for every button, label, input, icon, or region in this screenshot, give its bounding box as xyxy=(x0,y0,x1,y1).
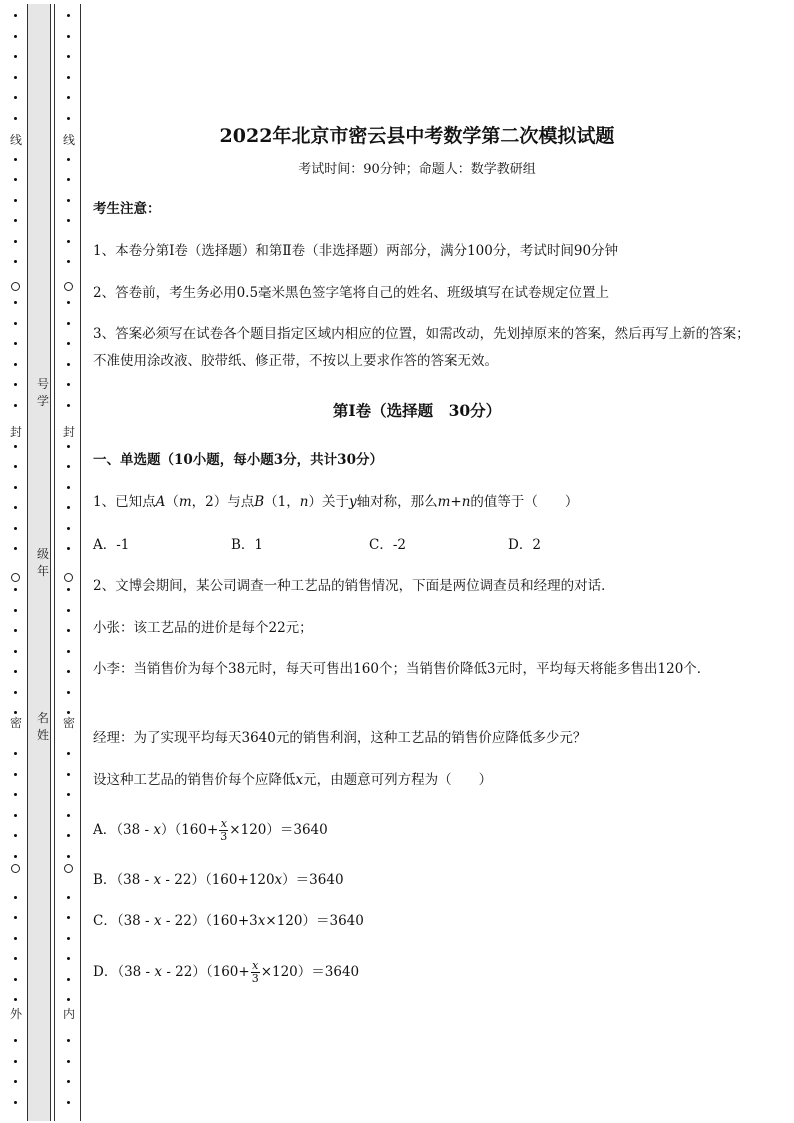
binding-dot xyxy=(67,527,70,530)
binding-dot xyxy=(67,35,70,38)
binding-dot xyxy=(14,76,17,79)
dialogue-zhang: 小张：该工艺品的进价是每个22元； xyxy=(93,620,313,636)
binding-margin-inner xyxy=(54,4,81,1121)
binding-dot xyxy=(67,1101,70,1104)
binding-dot xyxy=(14,404,17,407)
field-grade: 级年 xyxy=(36,547,49,578)
binding-dot xyxy=(67,855,70,858)
question-2-option-a[interactable]: A．（38 - x）（160+ $\frac{x}{3}$ ×120）＝3640 xyxy=(93,817,328,843)
binding-dot xyxy=(67,199,70,202)
binding-dot xyxy=(14,240,17,243)
binding-dot xyxy=(67,773,70,776)
binding-dot xyxy=(67,752,70,755)
binding-dot xyxy=(67,76,70,79)
binding-dot xyxy=(67,322,70,325)
binding-dot xyxy=(14,670,17,673)
binding-dot xyxy=(14,629,17,632)
question-1-option-b[interactable]: B．1 xyxy=(231,537,264,553)
part-heading: 一、单选题（10小题，每小题3分，共计30分） xyxy=(93,452,383,468)
binding-dot xyxy=(14,35,17,38)
binding-dot xyxy=(14,1080,17,1083)
binding-dot xyxy=(14,916,17,919)
binding-dot xyxy=(14,445,17,448)
binding-dot xyxy=(14,527,17,530)
binding-dot xyxy=(14,14,17,17)
outer-mark-circle xyxy=(11,573,20,582)
binding-dot xyxy=(14,465,17,468)
binding-dot xyxy=(14,178,17,181)
binding-dot xyxy=(14,301,17,304)
binding-dot xyxy=(14,199,17,202)
binding-dot xyxy=(67,383,70,386)
binding-dot xyxy=(14,322,17,325)
inner-mark-feng: 封 xyxy=(62,425,75,439)
binding-dot xyxy=(67,260,70,263)
inner-mark-nei: 内 xyxy=(62,1007,75,1021)
question-2-setup: 设这种工艺品的销售价每个应降低x元，由题意可列方程为（ ） xyxy=(93,772,493,788)
binding-dot xyxy=(14,1060,17,1063)
binding-dot xyxy=(67,896,70,899)
inner-mark-circle xyxy=(64,573,73,582)
binding-dot xyxy=(14,793,17,796)
inner-mark-circle xyxy=(64,864,73,873)
question-2-option-c[interactable]: C．（38 - x - 22）（160+3x×120）＝3640 xyxy=(93,913,364,929)
binding-dot xyxy=(67,404,70,407)
binding-dot xyxy=(14,978,17,981)
binding-dot xyxy=(67,301,70,304)
inner-mark-xian: 线 xyxy=(62,133,75,147)
field-student-number: 号学 xyxy=(36,377,49,408)
binding-dot xyxy=(67,1080,70,1083)
binding-dot xyxy=(67,937,70,940)
binding-dot xyxy=(14,506,17,509)
binding-dot xyxy=(67,670,70,673)
binding-dot xyxy=(67,609,70,612)
binding-dot xyxy=(14,486,17,489)
binding-dot xyxy=(67,547,70,550)
dialogue-li: 小李：当销售价为每个38元时，每天可售出160个；当销售价降低3元时，平均每天将能多售出120个． xyxy=(93,661,711,677)
outer-mark-feng: 封 xyxy=(9,425,22,439)
question-2-option-d[interactable]: D．（38 - x - 22）（160+ $\frac{x}{3}$ ×120）＝3640 xyxy=(93,959,360,985)
notice-item-1: 1、本卷分第I卷（选择题）和第Ⅱ卷（非选择题）两部分，满分100分，考试时间90分钟 xyxy=(93,243,619,259)
binding-dot xyxy=(14,383,17,386)
question-1-option-d[interactable]: D．2 xyxy=(508,537,541,553)
binding-dot xyxy=(14,158,17,161)
binding-dot xyxy=(67,793,70,796)
binding-dot xyxy=(14,650,17,653)
binding-dot xyxy=(67,814,70,817)
question-1-option-a[interactable]: A．-1 xyxy=(93,537,130,553)
binding-dot xyxy=(67,916,70,919)
binding-dot xyxy=(14,260,17,263)
outer-mark-wai: 外 xyxy=(9,1007,22,1021)
question-2-stem: 2、文博会期间，某公司调查一种工艺品的销售情况，下面是两位调查员和经理的对话． xyxy=(93,578,615,594)
section-title: 第I卷（选择题 30分） xyxy=(332,401,502,420)
binding-margin-outer xyxy=(0,0,30,1123)
binding-dot xyxy=(14,834,17,837)
notice-heading: 考生注意： xyxy=(93,201,161,217)
binding-dot xyxy=(67,219,70,222)
binding-dot xyxy=(67,342,70,345)
binding-dot xyxy=(14,752,17,755)
binding-dot xyxy=(14,896,17,899)
binding-dot xyxy=(14,547,17,550)
inner-mark-circle xyxy=(64,282,73,291)
binding-dot xyxy=(14,937,17,940)
notice-item-2: 2、答卷前，考生务必用0.5毫米黑色签字笔将自己的姓名、班级填写在试卷规定位置上 xyxy=(93,285,610,301)
binding-dot xyxy=(14,1039,17,1042)
outer-mark-xian: 线 xyxy=(9,133,22,147)
notice-item-3: 3、答案必须写在试卷各个题目指定区域内相应的位置，如需改动，先划掉原来的答案，然后再写上新的答案；不准使用涂改液、胶带纸、修正带，不按以上要求作答的答案无效。 xyxy=(93,326,750,369)
binding-dot xyxy=(67,158,70,161)
dialogue-manager: 经理：为了实现平均每天3640元的销售利润，这种工艺品的销售价应降低多少元？ xyxy=(93,730,587,746)
binding-dot xyxy=(14,55,17,58)
outer-mark-mi: 密 xyxy=(9,716,22,730)
field-name: 名姓 xyxy=(36,711,49,742)
binding-dot xyxy=(14,957,17,960)
outer-mark-circle xyxy=(11,282,20,291)
fraction-x-over-3: $\frac{x}{3}$ xyxy=(220,817,228,843)
binding-dot xyxy=(67,588,70,591)
binding-dot xyxy=(67,445,70,448)
binding-dot xyxy=(14,363,17,366)
binding-dot xyxy=(14,1101,17,1104)
binding-dot xyxy=(67,711,70,714)
binding-dot xyxy=(14,609,17,612)
binding-dot xyxy=(14,588,17,591)
binding-dot xyxy=(14,814,17,817)
binding-dot xyxy=(67,117,70,120)
question-1-stem: 1、已知点A（m，2）与点B（1，n）关于y轴对称，那么m+n的值等于（ ） xyxy=(93,494,579,510)
exam-info: 考试时间：90分钟；命题人：数学教研组 xyxy=(298,162,536,177)
question-1-option-c[interactable]: C．-2 xyxy=(369,537,406,553)
binding-dot xyxy=(67,240,70,243)
binding-dot xyxy=(67,998,70,1001)
binding-dot xyxy=(67,834,70,837)
fraction-x-over-3: $\frac{x}{3}$ xyxy=(251,959,259,985)
binding-dot xyxy=(67,978,70,981)
binding-dot xyxy=(14,855,17,858)
outer-mark-circle xyxy=(11,864,20,873)
binding-dot xyxy=(67,96,70,99)
binding-dot xyxy=(14,219,17,222)
binding-dot xyxy=(14,691,17,694)
binding-dot xyxy=(14,96,17,99)
binding-dot xyxy=(67,486,70,489)
binding-dot xyxy=(14,342,17,345)
binding-dot xyxy=(14,998,17,1001)
binding-dot xyxy=(14,711,17,714)
binding-dot xyxy=(67,14,70,17)
binding-dot xyxy=(67,178,70,181)
binding-dot xyxy=(67,55,70,58)
page-title: 2022年北京市密云县中考数学第二次模拟试题 xyxy=(219,125,615,147)
binding-dot xyxy=(67,363,70,366)
question-2-option-b[interactable]: B．（38 - x - 22）（160+120x）＝3640 xyxy=(93,872,344,888)
binding-dot xyxy=(67,957,70,960)
binding-dot xyxy=(67,465,70,468)
binding-dot xyxy=(67,1039,70,1042)
binding-dot xyxy=(67,691,70,694)
binding-dot xyxy=(14,773,17,776)
inner-mark-mi: 密 xyxy=(62,716,75,730)
binding-dot xyxy=(67,1060,70,1063)
binding-dot xyxy=(67,629,70,632)
binding-dot xyxy=(14,117,17,120)
binding-dot xyxy=(67,650,70,653)
binding-dot xyxy=(67,506,70,509)
